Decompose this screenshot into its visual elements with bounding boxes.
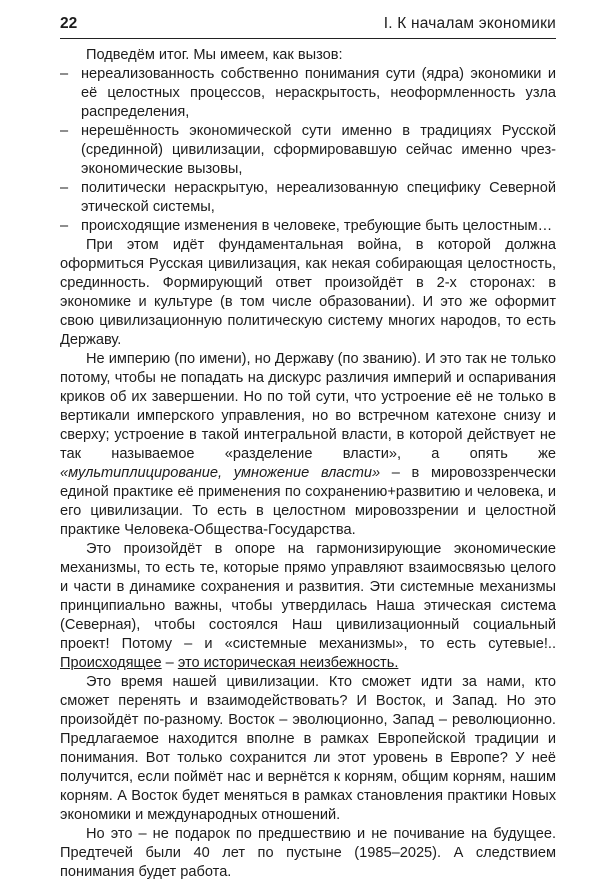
page-number: 22	[60, 15, 78, 32]
page-body	[60, 46, 556, 882]
text-run: Не империю (по имени), но Державу (по званию). И это так не только потому, чтобы не попадать на дискурс различия империй и оспаривания криков об их завершении. Но по той сути, что устроение её не только в вертикали имперского управления, но во встречном катехоне снизу и сверху; устроение в такой интегральной власти, в которой действует не так называемое «разделение власти», а опять же	[60, 351, 556, 462]
paragraph-conclusion: Но это – не подарок по предшествию и не почивание на будущее. Предтечей были 40 лет по пустыне (1985–2025). А следствием понимания будет работа.	[60, 826, 556, 880]
list-item: – нерешённость экономической сути именно в традициях Русской (срединной) цивилизации, сформировавшую сейчас именно чрез-экономические вызовы,	[81, 122, 556, 179]
paragraph-mechanisms	[60, 540, 556, 673]
list-item: – политически нераскрытую, нереализованную специфику Северной этической системы,	[81, 179, 556, 217]
underlined-phrase: это историческая неизбежность.	[177, 655, 399, 671]
intro-paragraph: Подведём итог. Мы имеем, как вызов:	[86, 47, 343, 63]
text-run: – в мировоззренчески единой практике её применения по сохранению+развитию и человека, и его цивилизации. То есть в целостном мировоззрении и целостной практике Человека-Общества-Государства.	[60, 465, 556, 538]
running-header	[60, 14, 556, 39]
list-item: – происходящие изменения в человеке, требующие быть целостным…	[81, 217, 556, 236]
text-run: –	[161, 655, 178, 671]
list-item: – нереализованность собственно понимания сути (ядра) экономики и её целостных процессов, нераскрытость, неоформленность узла распределения,	[81, 65, 556, 122]
paragraph-east-west: Это время нашей цивилизации. Кто сможет идти за нами, кто сможет перенять и взаимодействовать? И Восток, и Запад. Но это произойдёт по-разному. Восток – эволюционно, Запад – революционно. Предлагаемое находится вполне в рамках Европейской традиции и понимания. Вот только сохранится ли этот уровень в Европе? У неё получится, если поймёт нас и вернётся к корням, общим корням, нашим корням. А Восток будет меняться в рамках становления практики Новых экономики и международных отношений.	[60, 674, 556, 823]
chapter-title: I. К началам экономики	[383, 15, 556, 32]
underlined-word: Происходящее	[60, 655, 162, 671]
paragraph-war: При этом идёт фундаментальная война, в которой должна оформиться Русская цивилизация, как некая собирающая целостность, срединность. Формирующий ответ произойдёт в 2-х сторонах: в экономике и культуре (в том числе образовании). И это же оформит свою цивилизационную политическую систему многих народов, то есть Державу.	[60, 237, 556, 348]
challenge-list	[60, 65, 556, 236]
paragraph-empire	[60, 350, 556, 540]
text-run: Это произойдёт в опоре на гармонизирующие экономические механизмы, то есть те, которые прямо управляют взаимосвязью целого и части в динамике сохранения и развития. Эти системные механизмы принципиально важны, чтобы утвердилась Наша этическая система (Северная), чтобы состоялся Наш цивилизационный социальный проект! Потому – и «системные механизмы», то есть сутевые!..	[60, 541, 556, 652]
italic-phrase: «мультиплицирование, умножение власти»	[60, 465, 381, 481]
